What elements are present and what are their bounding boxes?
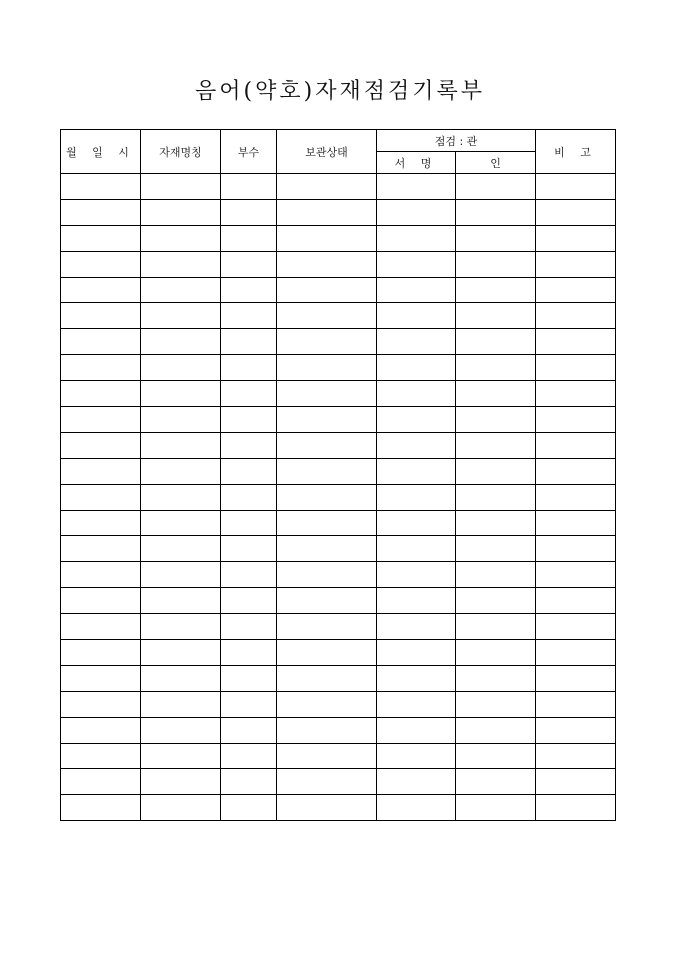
table-row xyxy=(61,640,616,666)
storage-status-cell xyxy=(277,329,377,355)
copies-cell xyxy=(221,484,277,510)
signature-right-cell xyxy=(456,691,536,717)
table-row xyxy=(61,588,616,614)
signature-right-cell xyxy=(456,536,536,562)
material-name-cell xyxy=(141,199,221,225)
table-row xyxy=(61,407,616,433)
copies-cell xyxy=(221,458,277,484)
material-name-cell xyxy=(141,717,221,743)
material-name-cell xyxy=(141,640,221,666)
header-inspector: 점검 : 관 xyxy=(377,130,536,152)
material-name-cell xyxy=(141,458,221,484)
date-cell xyxy=(61,225,141,251)
storage-status-cell xyxy=(277,743,377,769)
storage-status-cell xyxy=(277,510,377,536)
remarks-cell xyxy=(536,381,616,407)
table-row xyxy=(61,432,616,458)
signature-right-cell xyxy=(456,614,536,640)
signature-left-cell xyxy=(377,225,456,251)
storage-status-cell xyxy=(277,251,377,277)
header-signature-left: 서 명 xyxy=(377,152,456,174)
table-row xyxy=(61,691,616,717)
remarks-cell xyxy=(536,769,616,795)
copies-cell xyxy=(221,174,277,200)
copies-cell xyxy=(221,588,277,614)
material-name-cell xyxy=(141,769,221,795)
table-row xyxy=(61,614,616,640)
signature-right-cell xyxy=(456,717,536,743)
date-cell xyxy=(61,717,141,743)
material-name-cell xyxy=(141,691,221,717)
table-row xyxy=(61,251,616,277)
storage-status-cell xyxy=(277,277,377,303)
log-body xyxy=(61,174,616,821)
remarks-cell xyxy=(536,510,616,536)
table-row xyxy=(61,199,616,225)
signature-left-cell xyxy=(377,199,456,225)
signature-left-cell xyxy=(377,795,456,821)
signature-left-cell xyxy=(377,640,456,666)
date-cell xyxy=(61,277,141,303)
date-cell xyxy=(61,769,141,795)
material-name-cell xyxy=(141,251,221,277)
signature-right-cell xyxy=(456,640,536,666)
copies-cell xyxy=(221,510,277,536)
signature-right-cell xyxy=(456,458,536,484)
table-row xyxy=(61,795,616,821)
copies-cell xyxy=(221,562,277,588)
copies-cell xyxy=(221,665,277,691)
copies-cell xyxy=(221,691,277,717)
storage-status-cell xyxy=(277,174,377,200)
header-storage-status: 보관상태 xyxy=(277,130,377,174)
material-name-cell xyxy=(141,407,221,433)
material-name-cell xyxy=(141,562,221,588)
table-row xyxy=(61,484,616,510)
remarks-cell xyxy=(536,484,616,510)
material-name-cell xyxy=(141,588,221,614)
copies-cell xyxy=(221,329,277,355)
signature-right-cell xyxy=(456,484,536,510)
date-cell xyxy=(61,691,141,717)
remarks-cell xyxy=(536,432,616,458)
date-cell xyxy=(61,329,141,355)
signature-left-cell xyxy=(377,277,456,303)
storage-status-cell xyxy=(277,588,377,614)
material-name-cell xyxy=(141,432,221,458)
table-row xyxy=(61,174,616,200)
storage-status-cell xyxy=(277,303,377,329)
remarks-cell xyxy=(536,588,616,614)
copies-cell xyxy=(221,355,277,381)
signature-left-cell xyxy=(377,588,456,614)
remarks-cell xyxy=(536,225,616,251)
remarks-cell xyxy=(536,329,616,355)
storage-status-cell xyxy=(277,536,377,562)
storage-status-cell xyxy=(277,614,377,640)
table-row xyxy=(61,458,616,484)
storage-status-cell xyxy=(277,691,377,717)
material-name-cell xyxy=(141,743,221,769)
signature-left-cell xyxy=(377,510,456,536)
signature-left-cell xyxy=(377,691,456,717)
date-cell xyxy=(61,199,141,225)
date-cell xyxy=(61,795,141,821)
signature-right-cell xyxy=(456,588,536,614)
signature-left-cell xyxy=(377,614,456,640)
storage-status-cell xyxy=(277,432,377,458)
copies-cell xyxy=(221,717,277,743)
signature-right-cell xyxy=(456,743,536,769)
date-cell xyxy=(61,303,141,329)
material-name-cell xyxy=(141,795,221,821)
signature-left-cell xyxy=(377,355,456,381)
signature-right-cell xyxy=(456,510,536,536)
material-name-cell xyxy=(141,355,221,381)
header-material-name: 자재명칭 xyxy=(141,130,221,174)
date-cell xyxy=(61,614,141,640)
copies-cell xyxy=(221,303,277,329)
material-name-cell xyxy=(141,303,221,329)
copies-cell xyxy=(221,381,277,407)
remarks-cell xyxy=(536,691,616,717)
material-name-cell xyxy=(141,510,221,536)
material-name-cell xyxy=(141,225,221,251)
signature-right-cell xyxy=(456,795,536,821)
signature-left-cell xyxy=(377,743,456,769)
copies-cell xyxy=(221,251,277,277)
table-row xyxy=(61,665,616,691)
date-cell xyxy=(61,743,141,769)
signature-right-cell xyxy=(456,329,536,355)
signature-right-cell xyxy=(456,225,536,251)
copies-cell xyxy=(221,432,277,458)
remarks-cell xyxy=(536,717,616,743)
signature-right-cell xyxy=(456,769,536,795)
signature-left-cell xyxy=(377,174,456,200)
header-date: 월 일 시 xyxy=(61,130,141,174)
copies-cell xyxy=(221,277,277,303)
material-name-cell xyxy=(141,174,221,200)
signature-left-cell xyxy=(377,329,456,355)
signature-left-cell xyxy=(377,432,456,458)
remarks-cell xyxy=(536,174,616,200)
date-cell xyxy=(61,640,141,666)
date-cell xyxy=(61,510,141,536)
signature-right-cell xyxy=(456,381,536,407)
signature-right-cell xyxy=(456,199,536,225)
storage-status-cell xyxy=(277,640,377,666)
table-row xyxy=(61,277,616,303)
remarks-cell xyxy=(536,303,616,329)
remarks-cell xyxy=(536,355,616,381)
material-name-cell xyxy=(141,614,221,640)
remarks-cell xyxy=(536,407,616,433)
material-name-cell xyxy=(141,277,221,303)
storage-status-cell xyxy=(277,484,377,510)
date-cell xyxy=(61,562,141,588)
table-row xyxy=(61,743,616,769)
signature-left-cell xyxy=(377,717,456,743)
material-name-cell xyxy=(141,329,221,355)
signature-right-cell xyxy=(456,303,536,329)
remarks-cell xyxy=(536,640,616,666)
copies-cell xyxy=(221,769,277,795)
material-name-cell xyxy=(141,665,221,691)
copies-cell xyxy=(221,407,277,433)
storage-status-cell xyxy=(277,769,377,795)
header-copies: 부수 xyxy=(221,130,277,174)
table-row xyxy=(61,303,616,329)
signature-left-cell xyxy=(377,665,456,691)
table-row xyxy=(61,381,616,407)
header-remarks: 비 고 xyxy=(536,130,616,174)
storage-status-cell xyxy=(277,795,377,821)
inspection-log-table xyxy=(60,129,616,821)
signature-left-cell xyxy=(377,484,456,510)
table-row xyxy=(61,562,616,588)
signature-right-cell xyxy=(456,174,536,200)
storage-status-cell xyxy=(277,407,377,433)
date-cell xyxy=(61,355,141,381)
date-cell xyxy=(61,536,141,562)
copies-cell xyxy=(221,199,277,225)
date-cell xyxy=(61,432,141,458)
signature-left-cell xyxy=(377,381,456,407)
copies-cell xyxy=(221,536,277,562)
copies-cell xyxy=(221,743,277,769)
storage-status-cell xyxy=(277,225,377,251)
signature-right-cell xyxy=(456,355,536,381)
storage-status-cell xyxy=(277,562,377,588)
remarks-cell xyxy=(536,614,616,640)
signature-left-cell xyxy=(377,407,456,433)
header-signature-right: 인 xyxy=(456,152,536,174)
table-row xyxy=(61,717,616,743)
remarks-cell xyxy=(536,251,616,277)
signature-right-cell xyxy=(456,407,536,433)
remarks-cell xyxy=(536,743,616,769)
signature-left-cell xyxy=(377,251,456,277)
remarks-cell xyxy=(536,665,616,691)
remarks-cell xyxy=(536,536,616,562)
storage-status-cell xyxy=(277,458,377,484)
signature-left-cell xyxy=(377,562,456,588)
page-title: 음어(약호)자재점검기록부 xyxy=(195,79,485,104)
copies-cell xyxy=(221,225,277,251)
signature-right-cell xyxy=(456,277,536,303)
date-cell xyxy=(61,381,141,407)
material-name-cell xyxy=(141,536,221,562)
storage-status-cell xyxy=(277,199,377,225)
remarks-cell xyxy=(536,199,616,225)
storage-status-cell xyxy=(277,717,377,743)
material-name-cell xyxy=(141,381,221,407)
date-cell xyxy=(61,251,141,277)
material-name-cell xyxy=(141,484,221,510)
signature-right-cell xyxy=(456,562,536,588)
remarks-cell xyxy=(536,458,616,484)
copies-cell xyxy=(221,795,277,821)
table-row xyxy=(61,225,616,251)
signature-right-cell xyxy=(456,665,536,691)
table-row xyxy=(61,769,616,795)
copies-cell xyxy=(221,614,277,640)
signature-right-cell xyxy=(456,251,536,277)
date-cell xyxy=(61,407,141,433)
table-row xyxy=(61,510,616,536)
remarks-cell xyxy=(536,795,616,821)
storage-status-cell xyxy=(277,665,377,691)
remarks-cell xyxy=(536,277,616,303)
date-cell xyxy=(61,665,141,691)
date-cell xyxy=(61,484,141,510)
signature-left-cell xyxy=(377,536,456,562)
signature-right-cell xyxy=(456,432,536,458)
table-row xyxy=(61,355,616,381)
storage-status-cell xyxy=(277,381,377,407)
date-cell xyxy=(61,174,141,200)
storage-status-cell xyxy=(277,355,377,381)
remarks-cell xyxy=(536,562,616,588)
signature-left-cell xyxy=(377,769,456,795)
table-row xyxy=(61,329,616,355)
signature-left-cell xyxy=(377,458,456,484)
signature-left-cell xyxy=(377,303,456,329)
date-cell xyxy=(61,588,141,614)
date-cell xyxy=(61,458,141,484)
copies-cell xyxy=(221,640,277,666)
table-row xyxy=(61,536,616,562)
